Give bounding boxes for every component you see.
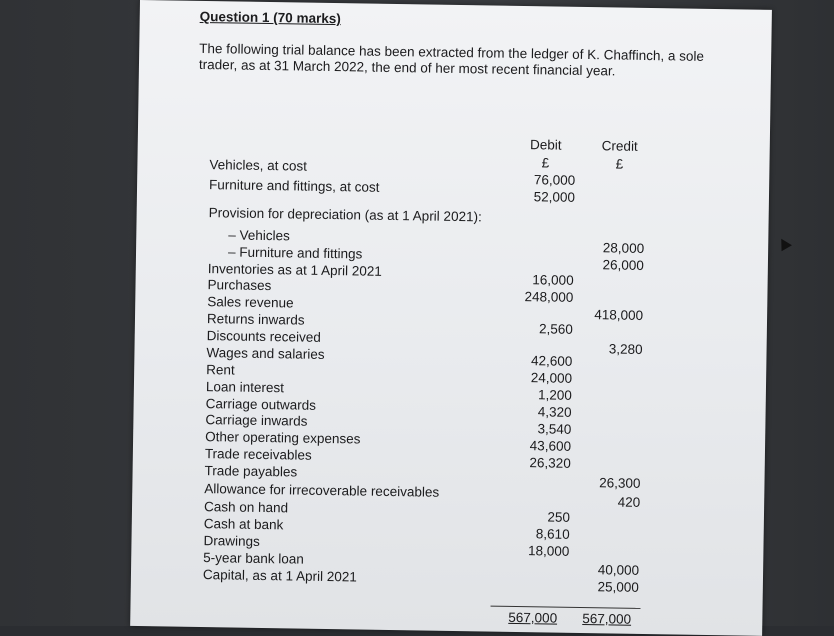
row-label: Other operating expenses xyxy=(205,429,361,447)
row-label: Carriage outwards xyxy=(205,396,317,413)
row-label: Trade payables xyxy=(204,463,298,480)
debit-amount: 248,000 xyxy=(524,289,574,305)
row-label: Allowance for irrecoverable receivables xyxy=(204,481,440,500)
debit-amount: 42,600 xyxy=(530,353,573,369)
credit-column-header: Credit xyxy=(601,138,638,154)
row-label: Cash at bank xyxy=(203,516,284,533)
debit-column-header: Debit xyxy=(529,137,562,153)
total-rule xyxy=(491,606,641,609)
question-heading: Question 1 (70 marks) xyxy=(199,8,341,27)
row-label: Carriage inwards xyxy=(205,412,308,429)
row-label: 5-year bank loan xyxy=(203,550,304,567)
row-label: Drawings xyxy=(203,533,260,549)
row-label: Discounts received xyxy=(206,328,321,345)
debit-amount: 1,200 xyxy=(537,387,572,403)
row-label: Cash on hand xyxy=(203,499,289,516)
row-label: Sales revenue xyxy=(207,294,294,311)
debit-amount: 26,320 xyxy=(529,455,571,471)
debit-amount: 18,000 xyxy=(527,543,570,559)
table-row xyxy=(209,204,729,229)
document-page xyxy=(130,0,772,636)
debit-amount: 8,610 xyxy=(535,526,570,542)
row-label: Furniture and fittings, at cost xyxy=(208,177,380,195)
debit-total: 567,000 xyxy=(508,609,558,626)
debit-amount: 250 xyxy=(547,509,571,525)
credit-amount: 25,000 xyxy=(597,579,639,595)
credit-amount: 3,280 xyxy=(608,341,643,357)
row-label: Provision for depreciation (as at 1 April 2021): xyxy=(208,205,482,225)
credit-currency-symbol: £ xyxy=(615,156,624,172)
row-label: Inventories as at 1 April 2021 xyxy=(207,261,382,279)
credit-amount: 26,000 xyxy=(602,257,645,273)
debit-amount: 76,000 xyxy=(533,172,576,188)
row-label: Returns inwards xyxy=(206,311,305,328)
row-label: – Furniture and fittings xyxy=(227,244,363,262)
row-label: Purchases xyxy=(207,277,272,294)
row-label: – Vehicles xyxy=(228,227,290,244)
credit-amount: 420 xyxy=(617,494,641,510)
credit-amount: 26,300 xyxy=(599,475,641,491)
row-label: Rent xyxy=(206,362,235,378)
credit-total: 567,000 xyxy=(582,611,632,627)
debit-amount: 4,320 xyxy=(537,404,572,420)
credit-amount: 418,000 xyxy=(594,307,644,323)
row-label: Vehicles, at cost xyxy=(209,157,308,174)
debit-amount: 16,000 xyxy=(532,272,574,288)
row-label: Wages and salaries xyxy=(206,345,325,362)
debit-amount: 24,000 xyxy=(530,370,573,386)
debit-amount: 52,000 xyxy=(533,189,576,205)
row-label: Trade receivables xyxy=(204,446,312,463)
question-intro: The following trial balance has been extracted from the ledger of K. Chaffinch, a sole trader, as at 31 March 2022, the end of her most recent financial year. xyxy=(198,40,705,79)
row-label: Loan interest xyxy=(205,379,285,396)
row-label: Capital, as at 1 April 2021 xyxy=(202,567,357,585)
credit-amount: 40,000 xyxy=(597,562,640,578)
debit-currency-symbol: £ xyxy=(541,155,550,171)
credit-amount: 28,000 xyxy=(602,240,645,256)
debit-amount: 3,540 xyxy=(537,421,572,437)
debit-amount: 2,560 xyxy=(538,321,573,337)
debit-amount: 43,600 xyxy=(529,438,572,454)
